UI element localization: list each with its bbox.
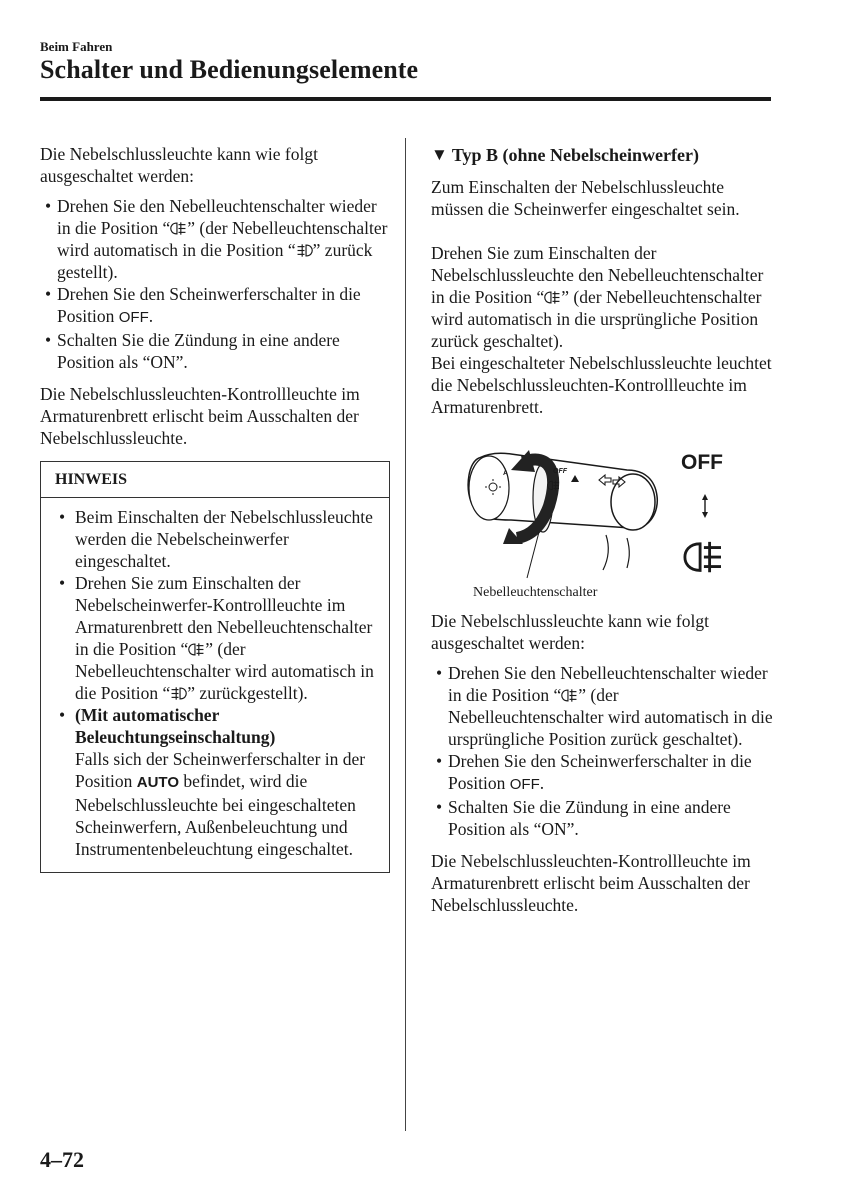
rear-fog-light-icon: [544, 290, 561, 305]
list-item: • Schalten Sie die Zündung in eine andere Position als “ON”.: [45, 330, 340, 372]
switch-direction-arrow-icon: [702, 494, 708, 518]
rear-fog-light-icon: [188, 642, 205, 657]
right-intro: Die Nebelschlussleuchte kann wie folgt ausgeschaltet werden:: [431, 611, 709, 653]
off-position-label: OFF: [681, 451, 723, 474]
left-column: [40, 143, 390, 873]
list-item: • Drehen Sie den Scheinwerferschalter in die Position OFF.: [436, 751, 752, 793]
front-fog-light-icon: [170, 686, 187, 701]
page-title: Schalter und Bedienungselemente: [40, 55, 419, 84]
right-bullet-list: [431, 662, 776, 840]
section-label: Beim Fahren: [40, 39, 113, 54]
right-outro: Die Nebelschlussleuchten-Kontrollleuchte im Armaturenbrett erlischt beim Ausschalten der Nebelschlussleuchte.: [431, 851, 751, 915]
left-outro: Die Nebelschlussleuchten-Kontrollleuchte im Armaturenbrett erlischt beim Ausschalten der Nebelschlussleuchte.: [40, 384, 360, 448]
list-item: • Drehen Sie zum Einschalten der Nebelscheinwerfer-Kontrollleuchte im Armaturenbrett den Nebelleuchtenschalter in die Position “ ” (der Nebelleuchtenschalter wird automatisch in die Position “ ” zurückgestellt).: [59, 573, 374, 703]
right-paragraph-1: Zum Einschalten der Nebelschlussleuchte müssen die Scheinwerfer eingeschaltet sein.: [431, 177, 740, 219]
stalk-off-label: OFF: [553, 468, 567, 475]
triangle-marker-icon: ▼: [431, 145, 448, 164]
list-item: • (Mit automatischer Beleuchtungseinschaltung) Falls sich der Scheinwerferschalter in der Position AUTO befindet, wird die Nebelschlussleuchte bei eingeschalteten Scheinwerfern, Außenbeleuchtung und Instrumentenbeleuchtung eingeschaltet.: [59, 705, 366, 859]
note-box: [40, 461, 390, 873]
left-bullet-list: [40, 195, 390, 373]
rear-fog-symbol-icon: [685, 542, 721, 572]
list-item: • Schalten Sie die Zündung in eine andere Position als “ON”.: [436, 797, 731, 839]
title-rule: [40, 97, 771, 101]
rear-fog-light-icon: [561, 688, 578, 703]
rear-fog-light-icon: [170, 221, 187, 236]
column-divider: [405, 138, 406, 1131]
list-item: • Drehen Sie den Scheinwerferschalter in die Position OFF.: [45, 284, 361, 326]
right-column: [431, 143, 776, 916]
stalk-a-label: A: [503, 470, 509, 477]
right-paragraph-2: Drehen Sie zum Einschalten der Nebelschlussleuchte den Nebelleuchtenschalter in die Position “ ” (der Nebelleuchtenschalter wird automatisch in die ursprüngliche Position zurück geschaltet).: [431, 243, 764, 351]
subheading: ▼ Typ B (ohne Nebelscheinwerfer): [431, 145, 699, 165]
figure-caption: Nebelleuchtenschalter: [473, 585, 598, 600]
right-paragraph-3: Bei eingeschalteter Nebelschlussleuchte leuchtet die Nebelschlussleuchten-Kontrollleuchte im Armaturenbrett.: [431, 353, 772, 417]
left-intro: Die Nebelschlussleuchte kann wie folgt ausgeschaltet werden:: [40, 144, 318, 186]
note-heading: HINWEIS: [41, 462, 389, 498]
list-item: • Drehen Sie den Nebelleuchtenschalter wieder in die Position “ ” (der Nebelleuchtenschalter wird automatisch in die Position “ ” zurück gestellt).: [45, 196, 388, 282]
page-number: 4–72: [40, 1147, 84, 1172]
front-fog-light-icon: [296, 243, 313, 258]
note-list: [57, 506, 377, 860]
list-item: • Drehen Sie den Nebelleuchtenschalter wieder in die Position “ ” (der Nebelleuchtenschalter wird automatisch in die ursprüngliche Position zurück geschaltet).: [436, 663, 773, 749]
fog-switch-figure: [431, 440, 776, 610]
list-item: • Beim Einschalten der Nebelschlussleuchte werden die Nebelscheinwerfer eingeschaltet.: [59, 507, 373, 571]
